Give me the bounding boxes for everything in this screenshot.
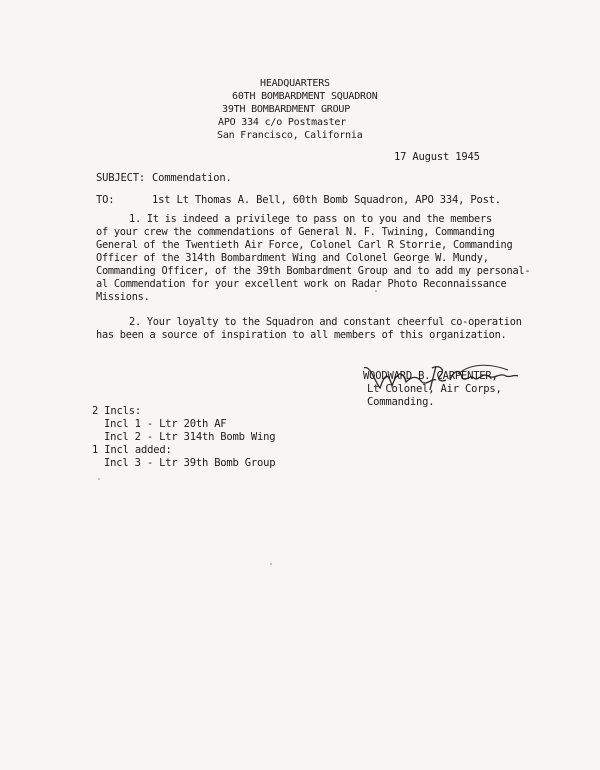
signature-name: WOODWARD B. CARPENTER, [363, 370, 498, 382]
paragraph-1-line: Officer of the 314th Bombardment Wing and Colonel George W. Mundy, [96, 252, 489, 264]
subject-label: SUBJECT: [96, 172, 145, 184]
subject-value: Commendation. [152, 172, 232, 184]
paragraph-1-line: 1. It is indeed a privilege to pass on to you and the members [129, 213, 492, 225]
letterhead-headquarters: HEADQUARTERS [260, 78, 330, 89]
scan-speck [375, 290, 377, 292]
paragraph-1-line: al Commendation for your excellent work on Radar Photo Reconnaissance [96, 278, 507, 290]
scan-speck [98, 478, 100, 480]
signature-role: Commanding. [367, 396, 435, 408]
signature-rank: Lt Colonel, Air Corps, [367, 383, 502, 395]
enclosure-item: Incl 2 - Ltr 314th Bomb Wing [104, 431, 276, 443]
paragraph-1-line: Missions. [96, 291, 150, 303]
enclosures-heading: 2 Incls: [92, 405, 141, 417]
letterhead-city: San Francisco, California [217, 130, 363, 141]
paragraph-1-line: General of the Twentieth Air Force, Colonel Carl R Storrie, Commanding [96, 239, 513, 251]
to-value: 1st Lt Thomas A. Bell, 60th Bomb Squadron, APO 334, Post. [152, 194, 501, 206]
scan-speck [270, 563, 272, 565]
letterhead-squadron: 60TH BOMBARDMENT SQUADRON [232, 91, 378, 102]
enclosures-added: 1 Incl added: [92, 444, 172, 456]
paragraph-2-line: 2. Your loyalty to the Squadron and constant cheerful co-operation [129, 316, 522, 328]
letter-date: 17 August 1945 [394, 151, 480, 163]
paragraph-1-line: of your crew the commendations of General N. F. Twining, Commanding [96, 226, 495, 238]
to-label: TO: [96, 194, 115, 206]
letterhead-group: 39TH BOMBARDMENT GROUP [222, 104, 351, 115]
letterhead-apo: APO 334 c/o Postmaster [218, 117, 347, 128]
paragraph-1-line: Commanding Officer, of the 39th Bombardment Group and to add my personal- [96, 265, 531, 277]
enclosure-item: Incl 1 - Ltr 20th AF [104, 418, 227, 430]
enclosure-item: Incl 3 - Ltr 39th Bomb Group [104, 457, 276, 469]
paragraph-2-line: has been a source of inspiration to all members of this organization. [96, 329, 507, 341]
